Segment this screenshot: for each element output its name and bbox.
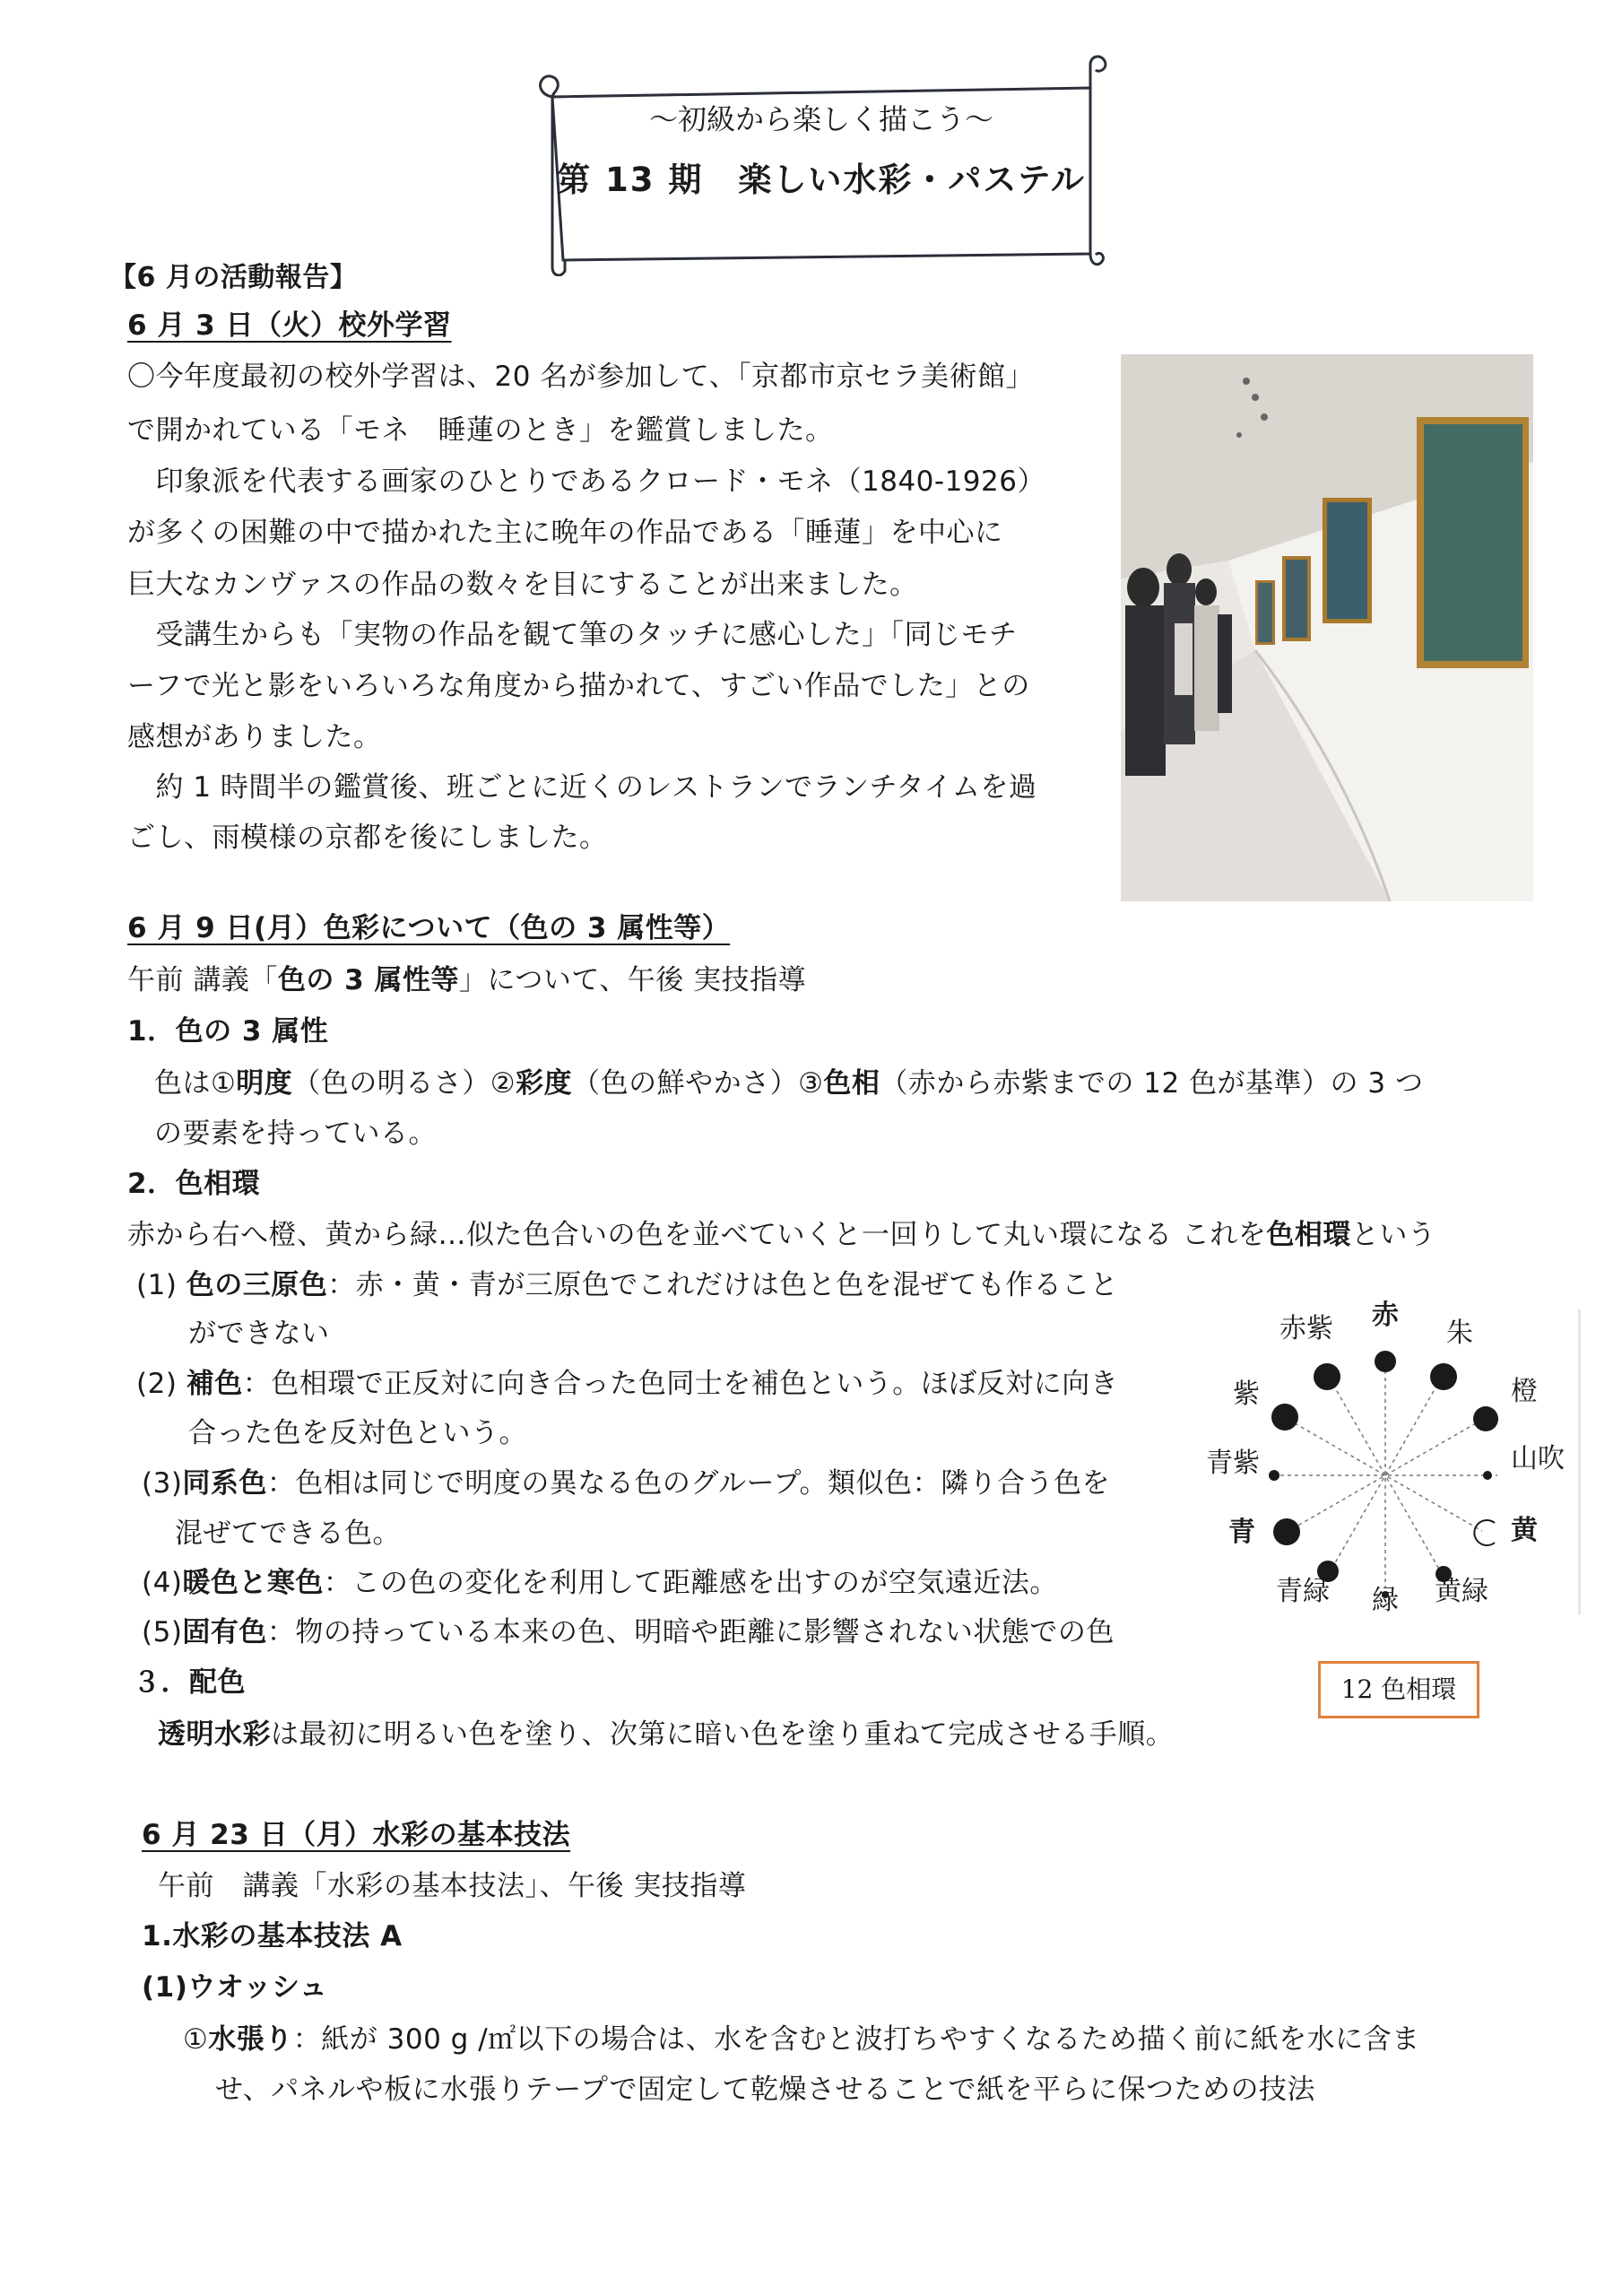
subheading-attributes: 1．色の 3 属性	[127, 1015, 329, 1048]
item-term: 色の三原色	[186, 1269, 328, 1301]
section3-heading: 6 月 23 日（月）水彩の基本技法	[142, 1819, 571, 1851]
text-bold: 彩度	[516, 1067, 573, 1100]
list-item-cont: 合った色を反対色という。	[188, 1417, 527, 1449]
list-item-cont: ができない	[188, 1318, 330, 1350]
item-text: ：赤・黄・青が三原色でこれだけは色と色を混ぜても作ること	[327, 1269, 1119, 1301]
wash-text-cont: せ、パネルや板に水張りテープで固定して乾燥させることで紙を平らに保つための技法	[215, 2074, 1315, 2106]
item-number: (2)	[136, 1368, 178, 1400]
s1-line: で開かれている「モネ 睡蓮のとき」を鑑賞しました。	[127, 414, 834, 447]
list-item-warm-cool	[142, 1565, 1058, 1601]
report-heading: 【6 月の活動報告】	[109, 262, 358, 293]
hue-label: 青紫	[1206, 1448, 1260, 1479]
banner-title: 第 13 期 楽しい水彩・パステル	[557, 161, 1086, 199]
section1-heading: 6 月 3 日（火）校外学習	[127, 309, 452, 342]
wash-text	[183, 2022, 1420, 2057]
hue-label: 朱	[1446, 1318, 1473, 1349]
item-term: 補色	[186, 1368, 243, 1400]
text-run: （色の明るさ）②	[292, 1067, 516, 1100]
item-number: (5)	[142, 1616, 183, 1648]
hue-label: 紫	[1233, 1378, 1260, 1410]
list-item-complementary	[136, 1366, 1118, 1402]
subheading-hue-circle: 2．色相環	[127, 1168, 261, 1200]
hue-label: 青緑	[1276, 1576, 1330, 1607]
text-bold: 明度	[236, 1067, 293, 1100]
item-number: (1)	[136, 1269, 178, 1301]
s1-line: 受講生からも「実物の作品を観て筆のタッチに感心した」「同じモチ	[127, 619, 1018, 651]
text-run: 色は①	[154, 1067, 237, 1100]
item-text: ：この色の変化を利用して距離感を出すのが空気遠近法。	[323, 1567, 1058, 1599]
museum-photo	[1121, 354, 1533, 901]
s1-line: 約 1 時間半の鑑賞後、班ごとに近くのレストランでランチタイムを過	[127, 771, 1037, 804]
attributes-text	[154, 1065, 1423, 1101]
hue-label: 赤紫	[1279, 1313, 1333, 1344]
subheading-wash: (1)ウオッシュ	[142, 1971, 328, 2004]
s1-line: 印象派を代表する画家のひとりであるクロード・モネ（1840-1926）	[127, 465, 1045, 498]
hue-label: 赤	[1372, 1300, 1399, 1331]
banner-subtitle: 〜初級から楽しく描こう〜	[648, 102, 993, 136]
s1-line: が多くの困難の中で描かれた主に晩年の作品である「睡蓮」を中心に	[127, 517, 1003, 549]
hue-label: 緑	[1372, 1585, 1399, 1616]
attributes-text-cont: の要素を持っている。	[154, 1118, 437, 1150]
item-text: ：物の持っている本来の色、明暗や距離に影響されない状態での色	[266, 1616, 1115, 1648]
hue-wheel-diagram	[1206, 1292, 1592, 1637]
text-bold: 色相	[823, 1067, 880, 1100]
list-item-analogous	[142, 1465, 1110, 1501]
s1-line: 〇今年度最初の校外学習は、20 名が参加して、「京都市京セラ美術館」	[127, 361, 1035, 393]
item-number: (4)	[142, 1567, 183, 1599]
list-item-cont: 混ぜてできる色。	[175, 1518, 401, 1550]
hue-label: 山吹	[1511, 1443, 1565, 1474]
intro-text: 」について、午後 実技指導	[459, 964, 807, 996]
hue-wheel-caption: 12 色相環	[1318, 1661, 1479, 1718]
s1-line: ごし、雨模様の京都を後にしました。	[127, 822, 608, 854]
s1-line: ーフで光と影をいろいろな角度から描かれて、すごい作品でした」との	[127, 670, 1030, 702]
text-bold: 水張り	[208, 2023, 293, 2056]
hue-label: 青	[1228, 1517, 1255, 1548]
text-run: という	[1350, 1219, 1436, 1251]
text-run: （色の鮮やかさ）③	[572, 1067, 824, 1100]
text-bold: 透明水彩	[158, 1718, 271, 1751]
item-number: (3)	[142, 1467, 183, 1500]
text-run: ①	[183, 2023, 209, 2056]
hue-label: 黄緑	[1435, 1576, 1488, 1607]
item-term: 暖色と寒色	[182, 1567, 324, 1599]
subheading-basic-technique: 1.水彩の基本技法 A	[142, 1920, 403, 1952]
intro-bold: 色の 3 属性等	[277, 964, 460, 996]
intro-text: 午前 講義「	[127, 964, 278, 996]
text-run: ：紙が 300 g /㎡以下の場合は、水を含むと波打ちやすくなるため描く前に紙を水に含ま	[292, 2023, 1420, 2056]
hue-label: 黄	[1511, 1515, 1538, 1546]
text-bold: 色相環	[1266, 1219, 1351, 1251]
item-text: ：色相は同じで明度の異なる色のグループ。類似色：隣り合う色を	[266, 1467, 1110, 1500]
hue-circle-text	[127, 1217, 1436, 1253]
color-scheme-text	[158, 1717, 1174, 1752]
item-term: 固有色	[182, 1616, 267, 1648]
text-run: 赤から右へ橙、黄から緑…似た色合いの色を並べていくと一回りして丸い環になる これを	[127, 1219, 1267, 1251]
hue-label: 橙	[1511, 1376, 1538, 1407]
item-term: 同系色	[182, 1467, 267, 1500]
subheading-color-scheme: ３．配色	[133, 1666, 246, 1699]
list-item-primary-colors	[136, 1267, 1118, 1303]
item-text: ：色相環で正反対に向き合った色同士を補色という。ほぼ反対に向き	[242, 1368, 1119, 1400]
text-run: （赤から赤紫までの 12 色が基準）の 3 つ	[880, 1067, 1424, 1100]
section3-intro: 午前 講義「水彩の基本技法」、午後 実技指導	[158, 1870, 747, 1902]
section2-intro	[127, 962, 806, 998]
s1-line: 感想がありました。	[127, 721, 382, 753]
list-item-local-color	[142, 1614, 1115, 1650]
s1-line: 巨大なカンヴァスの作品の数々を目にすることが出来ました。	[127, 569, 918, 601]
text-run: は最初に明るい色を塗り、次第に暗い色を塗り重ねて完成させる手順。	[271, 1718, 1175, 1751]
section2-heading: 6 月 9 日(月）色彩について（色の 3 属性等）	[127, 912, 731, 944]
